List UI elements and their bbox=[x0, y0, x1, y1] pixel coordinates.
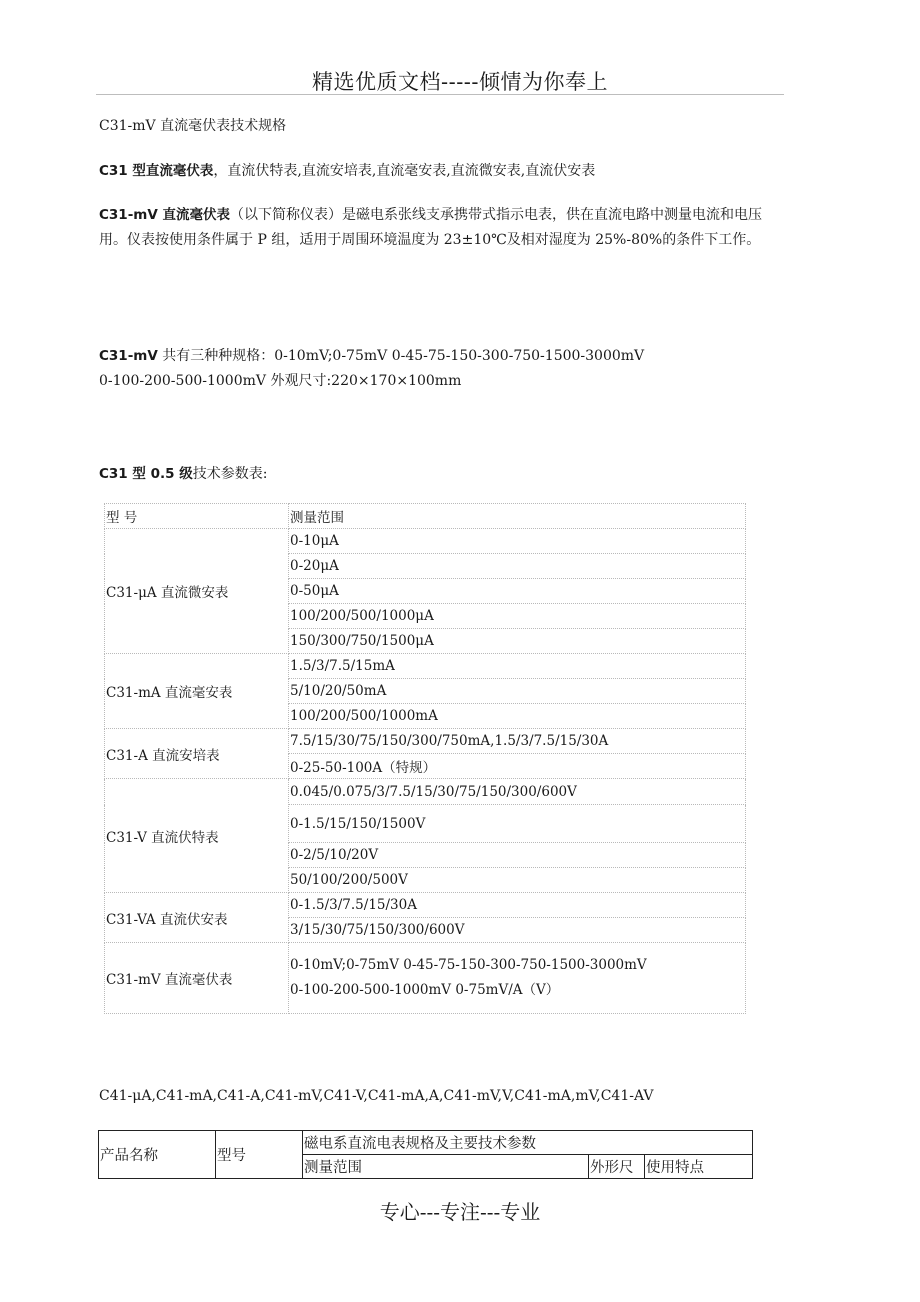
page-header-title: 精选优质文档-----倾情为你奉上 bbox=[312, 70, 608, 94]
spec-line-2: 0-100-200-500-1000mV 外观尺寸:220×170×100mm bbox=[99, 373, 462, 389]
model-cell: C31-A 直流安培表 bbox=[105, 729, 289, 779]
model-cell: C31-V 直流伏特表 bbox=[105, 779, 289, 893]
range-cell: 100/200/500/1000mA bbox=[289, 704, 746, 729]
model-cell: C31-mA 直流毫安表 bbox=[105, 654, 289, 729]
products-line bbox=[99, 159, 595, 180]
model-cell: C31-mV 直流毫伏表 bbox=[105, 943, 289, 1014]
col-measure-range: 测量范围 bbox=[303, 1155, 589, 1179]
table-title bbox=[99, 462, 267, 483]
table-header-row bbox=[105, 504, 746, 529]
page-footer: 专心---专注---专业 bbox=[379, 1200, 541, 1224]
table-row bbox=[105, 779, 746, 805]
header-range: 测量范围 bbox=[289, 504, 746, 529]
range-cell-multiline bbox=[289, 943, 746, 1014]
products-line-rest: ，直流伏特表,直流安培表,直流毫安表,直流微安表,直流伏安表 bbox=[213, 163, 596, 179]
spec-line-1-bold: C31-mV bbox=[99, 348, 158, 364]
col-model: 型号 bbox=[216, 1131, 303, 1179]
model-cell: C31-μA 直流微安表 bbox=[105, 529, 289, 654]
table-row bbox=[105, 654, 746, 679]
range-cell: 0.045/0.075/3/7.5/15/30/75/150/300/600V bbox=[289, 779, 746, 805]
products-line-bold: C31 型直流毫伏表 bbox=[99, 163, 214, 179]
range-cell: 0-1.5/15/150/1500V bbox=[289, 805, 746, 843]
range-cell: 0-1.5/3/7.5/15/30A bbox=[289, 893, 746, 918]
table-row bbox=[105, 529, 746, 554]
table-row bbox=[105, 943, 746, 1014]
spec-line-1 bbox=[99, 345, 644, 365]
model-cell: C31-VA 直流伏安表 bbox=[105, 893, 289, 943]
table-row bbox=[105, 729, 746, 754]
doc-heading: C31-mV 直流毫伏表技术规格 bbox=[99, 118, 287, 134]
col-dimensions: 外形尺 bbox=[589, 1155, 645, 1179]
description-rest: （以下简称仪表）是磁电系张线支承携带式指示电表，供在直流电路中测量电流和电压用。仪表按使用条件属于 P 组，适用于周围环境温度为 23±10℃及相对湿度为 25%-80%的条件下工作。 bbox=[99, 207, 763, 248]
range-cell: 0-10μA bbox=[289, 529, 746, 554]
range-cell: 0-20μA bbox=[289, 554, 746, 579]
range-cell: 150/300/750/1500μA bbox=[289, 629, 746, 654]
header-divider bbox=[96, 94, 784, 95]
table2-header-row bbox=[99, 1131, 753, 1155]
c41-models-line: C41-μA,C41-mA,C41-A,C41-mV,C41-V,C41-mA,A,C41-mV,V,C41-mA,mV,C41-AV bbox=[99, 1088, 654, 1104]
spec-line-1-rest: 共有三种种规格：0-10mV;0-75mV 0-45-75-150-300-750-1500-3000mV bbox=[157, 348, 645, 364]
header-model: 型 号 bbox=[105, 504, 289, 529]
col-product-name: 产品名称 bbox=[99, 1131, 216, 1179]
table-title-rest: 技术参数表: bbox=[192, 466, 268, 482]
range-cell: 0-2/5/10/20V bbox=[289, 843, 746, 868]
range-cell: 1.5/3/7.5/15mA bbox=[289, 654, 746, 679]
range-cell: 100/200/500/1000μA bbox=[289, 604, 746, 629]
range-cell: 0-25-50-100A（特规） bbox=[289, 754, 746, 779]
range-line: 0-100-200-500-1000mV 0-75mV/A（V） bbox=[290, 982, 560, 998]
table-title-bold: C31 型 0.5 级 bbox=[99, 466, 193, 482]
col-features: 使用特点 bbox=[645, 1155, 753, 1179]
description-bold: C31-mV 直流毫伏表 bbox=[99, 207, 231, 223]
description-paragraph bbox=[99, 203, 789, 253]
c41-spec-table bbox=[98, 1130, 753, 1179]
col-group-header: 磁电系直流电表规格及主要技术参数 bbox=[303, 1131, 753, 1155]
c31-spec-table bbox=[104, 503, 746, 1014]
table-row bbox=[105, 893, 746, 918]
range-cell: 5/10/20/50mA bbox=[289, 679, 746, 704]
range-cell: 0-50μA bbox=[289, 579, 746, 604]
range-cell: 7.5/15/30/75/150/300/750mA,1.5/3/7.5/15/30A bbox=[289, 729, 746, 754]
range-line: 0-10mV;0-75mV 0-45-75-150-300-750-1500-3000mV bbox=[290, 957, 647, 973]
range-cell: 3/15/30/75/150/300/600V bbox=[289, 918, 746, 943]
range-cell: 50/100/200/500V bbox=[289, 868, 746, 893]
